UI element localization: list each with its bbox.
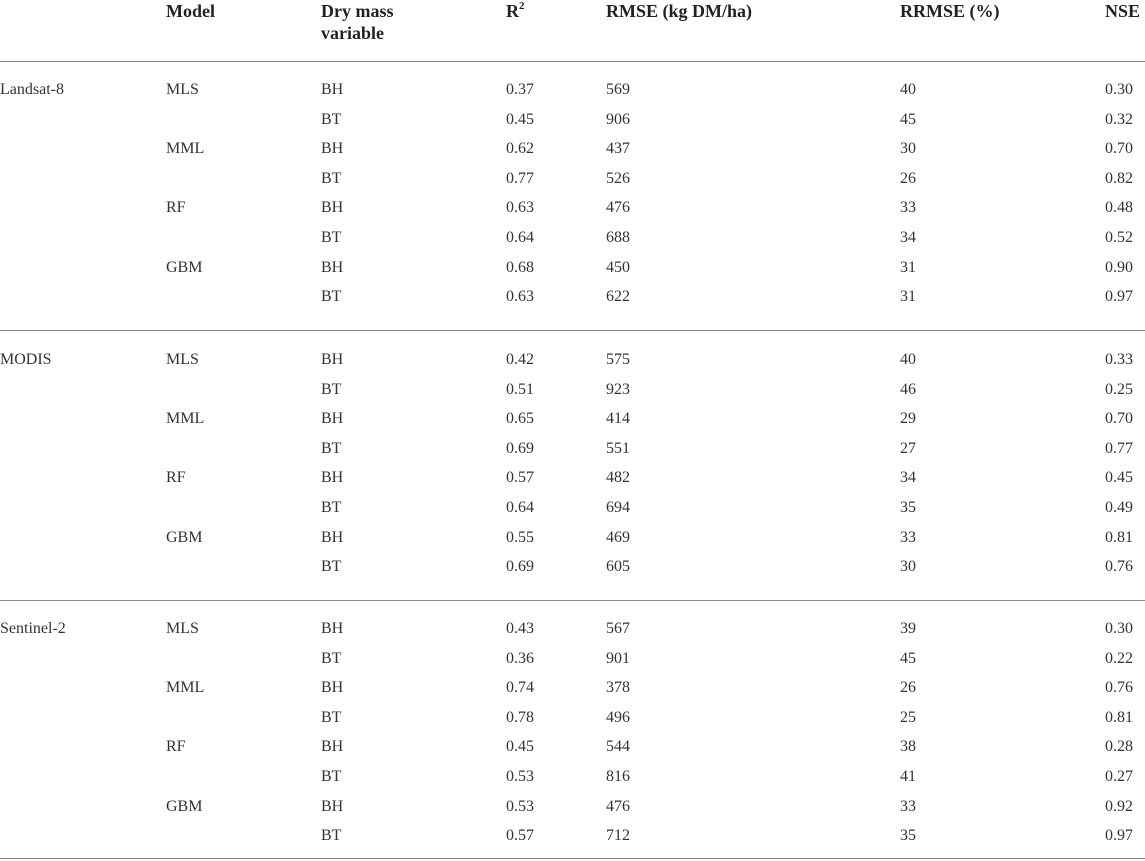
r2-cell: 0.51	[506, 381, 534, 398]
nse-cell: 0.45	[1105, 469, 1133, 486]
rrmse-cell: 46	[900, 381, 916, 398]
r2-cell: 0.65	[506, 410, 534, 427]
dry-mass-variable-cell: BH	[321, 81, 344, 98]
rrmse-cell: 26	[900, 679, 916, 696]
rrmse-cell: 25	[900, 709, 916, 726]
rmse-cell: 476	[606, 798, 630, 815]
nse-cell: 0.82	[1105, 170, 1133, 187]
rmse-cell: 378	[606, 679, 630, 696]
nse-cell: 0.97	[1105, 827, 1133, 844]
rrmse-cell: 34	[900, 469, 916, 486]
rmse-cell: 450	[606, 259, 630, 276]
r2-cell: 0.55	[506, 529, 534, 546]
rrmse-cell: 27	[900, 440, 916, 457]
rrmse-cell: 35	[900, 499, 916, 516]
dry-mass-variable-cell: BT	[321, 440, 342, 457]
dry-mass-variable-cell: BT	[321, 709, 342, 726]
header-dry-mass-line2: variable	[321, 23, 384, 43]
dry-mass-variable-cell: BH	[321, 259, 344, 276]
rmse-cell: 622	[606, 288, 630, 305]
r2-cell: 0.63	[506, 199, 534, 216]
rmse-cell: 575	[606, 351, 630, 368]
nse-cell: 0.30	[1105, 620, 1133, 637]
rrmse-cell: 39	[900, 620, 916, 637]
rrmse-cell: 45	[900, 111, 916, 128]
rmse-cell: 551	[606, 440, 630, 457]
rmse-cell: 496	[606, 709, 630, 726]
dry-mass-variable-cell: BT	[321, 650, 342, 667]
model-cell: MML	[166, 679, 205, 696]
header-rule	[0, 61, 1145, 62]
rrmse-cell: 38	[900, 738, 916, 755]
nse-cell: 0.81	[1105, 709, 1133, 726]
model-cell: MLS	[166, 81, 199, 98]
dry-mass-variable-cell: BT	[321, 229, 342, 246]
nse-cell: 0.32	[1105, 111, 1133, 128]
header-dry-mass-line1: Dry mass	[321, 1, 394, 21]
rmse-cell: 923	[606, 381, 630, 398]
rmse-cell: 544	[606, 738, 630, 755]
rmse-cell: 526	[606, 170, 630, 187]
dry-mass-variable-cell: BH	[321, 410, 344, 427]
rrmse-cell: 33	[900, 529, 916, 546]
dry-mass-variable-cell: BH	[321, 738, 344, 755]
header-rmse: RMSE (kg DM/ha)	[606, 1, 753, 21]
dry-mass-variable-cell: BH	[321, 199, 344, 216]
dry-mass-variable-cell: BH	[321, 679, 344, 696]
rrmse-cell: 40	[900, 81, 916, 98]
r2-cell: 0.43	[506, 620, 534, 637]
satellite-label: Sentinel-2	[0, 620, 66, 637]
header-r2-sup: 2	[519, 0, 525, 12]
rrmse-cell: 30	[900, 140, 916, 157]
satellite-label: Landsat-8	[0, 81, 64, 98]
model-cell: RF	[166, 738, 186, 755]
nse-cell: 0.49	[1105, 499, 1133, 516]
header-r2-base: R	[506, 1, 519, 21]
nse-cell: 0.81	[1105, 529, 1133, 546]
rrmse-cell: 31	[900, 288, 916, 305]
r2-cell: 0.62	[506, 140, 534, 157]
nse-cell: 0.76	[1105, 679, 1133, 696]
nse-cell: 0.30	[1105, 81, 1133, 98]
header-r2	[506, 0, 525, 22]
rrmse-cell: 41	[900, 768, 916, 785]
nse-cell: 0.28	[1105, 738, 1133, 755]
dry-mass-variable-cell: BT	[321, 558, 342, 575]
rrmse-cell: 35	[900, 827, 916, 844]
model-cell: GBM	[166, 529, 203, 546]
model-cell: MML	[166, 140, 205, 157]
rrmse-cell: 34	[900, 229, 916, 246]
dry-mass-variable-cell: BH	[321, 798, 344, 815]
rmse-cell: 901	[606, 650, 630, 667]
r2-cell: 0.57	[506, 469, 534, 486]
r2-cell: 0.57	[506, 827, 534, 844]
r2-cell: 0.53	[506, 768, 534, 785]
r2-cell: 0.69	[506, 440, 534, 457]
nse-cell: 0.97	[1105, 288, 1133, 305]
header-dry-mass-variable	[321, 0, 394, 44]
r2-cell: 0.74	[506, 679, 534, 696]
nse-cell: 0.92	[1105, 798, 1133, 815]
header-model: Model	[166, 1, 215, 21]
dry-mass-variable-cell: BH	[321, 620, 344, 637]
rmse-cell: 469	[606, 529, 630, 546]
dry-mass-variable-cell: BT	[321, 111, 342, 128]
r2-cell: 0.36	[506, 650, 534, 667]
rrmse-cell: 45	[900, 650, 916, 667]
model-cell: MLS	[166, 620, 199, 637]
rrmse-cell: 29	[900, 410, 916, 427]
r2-cell: 0.77	[506, 170, 534, 187]
r2-cell: 0.45	[506, 738, 534, 755]
r2-cell: 0.53	[506, 798, 534, 815]
r2-cell: 0.64	[506, 229, 534, 246]
nse-cell: 0.77	[1105, 440, 1133, 457]
r2-cell: 0.78	[506, 709, 534, 726]
dry-mass-variable-cell: BH	[321, 351, 344, 368]
rmse-cell: 476	[606, 199, 630, 216]
nse-cell: 0.70	[1105, 140, 1133, 157]
dry-mass-variable-cell: BT	[321, 170, 342, 187]
model-cell: MML	[166, 410, 205, 427]
model-cell: RF	[166, 199, 186, 216]
nse-cell: 0.90	[1105, 259, 1133, 276]
rrmse-cell: 33	[900, 199, 916, 216]
r2-cell: 0.42	[506, 351, 534, 368]
nse-cell: 0.76	[1105, 558, 1133, 575]
model-cell: GBM	[166, 259, 203, 276]
r2-cell: 0.64	[506, 499, 534, 516]
bottom-rule	[0, 858, 1145, 859]
group-separator	[0, 330, 1145, 331]
rmse-cell: 816	[606, 768, 630, 785]
satellite-label: MODIS	[0, 351, 52, 368]
rrmse-cell: 26	[900, 170, 916, 187]
rrmse-cell: 40	[900, 351, 916, 368]
nse-cell: 0.33	[1105, 351, 1133, 368]
group-separator	[0, 600, 1145, 601]
rmse-cell: 712	[606, 827, 630, 844]
dry-mass-variable-cell: BT	[321, 768, 342, 785]
rmse-cell: 437	[606, 140, 630, 157]
nse-cell: 0.52	[1105, 229, 1133, 246]
dry-mass-variable-cell: BT	[321, 288, 342, 305]
nse-cell: 0.25	[1105, 381, 1133, 398]
r2-cell: 0.45	[506, 111, 534, 128]
r2-cell: 0.68	[506, 259, 534, 276]
nse-cell: 0.22	[1105, 650, 1133, 667]
nse-cell: 0.48	[1105, 199, 1133, 216]
header-nse: NSE	[1105, 1, 1141, 21]
rmse-cell: 694	[606, 499, 630, 516]
rmse-cell: 567	[606, 620, 630, 637]
r2-cell: 0.63	[506, 288, 534, 305]
dry-mass-variable-cell: BT	[321, 827, 342, 844]
nse-cell: 0.27	[1105, 768, 1133, 785]
model-cell: RF	[166, 469, 186, 486]
rrmse-cell: 30	[900, 558, 916, 575]
r2-cell: 0.37	[506, 81, 534, 98]
rmse-cell: 482	[606, 469, 630, 486]
dry-mass-variable-cell: BT	[321, 381, 342, 398]
dry-mass-variable-cell: BH	[321, 469, 344, 486]
rmse-cell: 605	[606, 558, 630, 575]
rmse-cell: 414	[606, 410, 630, 427]
header-rrmse: RRMSE (%)	[900, 1, 1000, 21]
dry-mass-variable-cell: BH	[321, 140, 344, 157]
rmse-cell: 906	[606, 111, 630, 128]
rrmse-cell: 33	[900, 798, 916, 815]
rmse-cell: 688	[606, 229, 630, 246]
dry-mass-variable-cell: BH	[321, 529, 344, 546]
model-cell: MLS	[166, 351, 199, 368]
model-cell: GBM	[166, 798, 203, 815]
dry-mass-variable-cell: BT	[321, 499, 342, 516]
nse-cell: 0.70	[1105, 410, 1133, 427]
rmse-cell: 569	[606, 81, 630, 98]
rrmse-cell: 31	[900, 259, 916, 276]
r2-cell: 0.69	[506, 558, 534, 575]
